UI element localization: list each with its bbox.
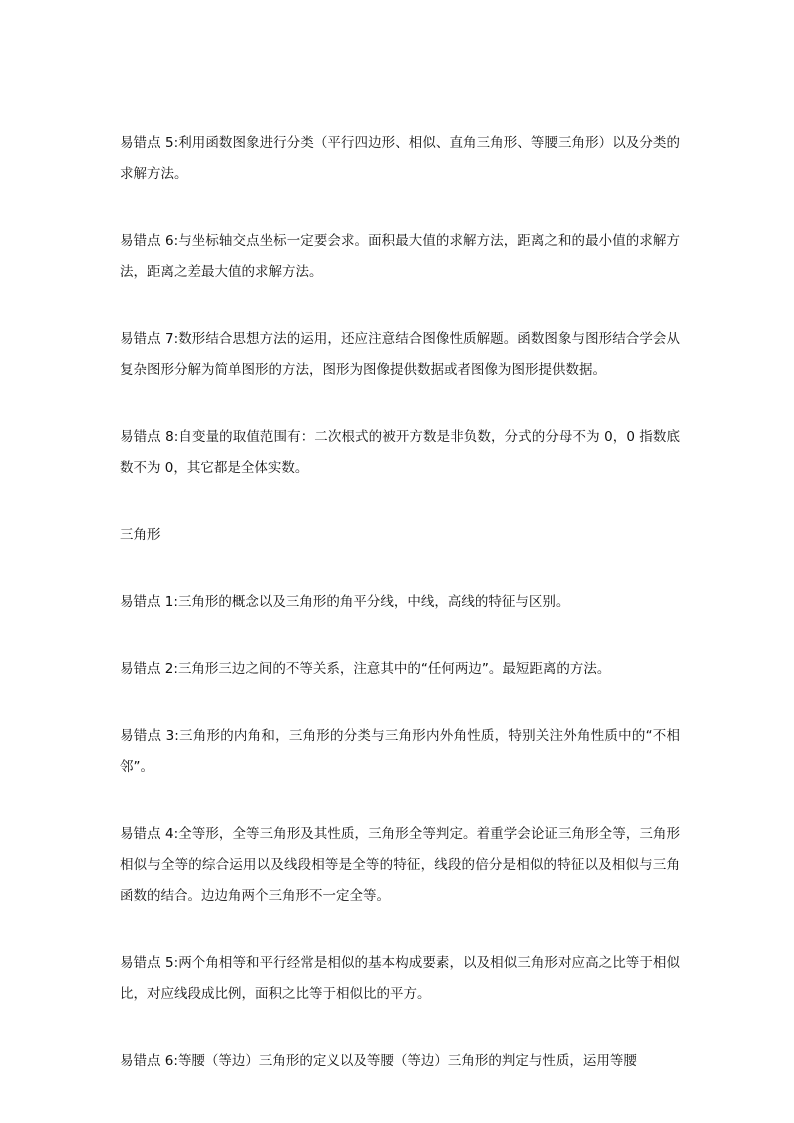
point-text: 两个角相等和平行经常是相似的基本构成要素，以及相似三角形对应高之比等于相似比，对应线段成比例，面积之比等于相似比的平方。 xyxy=(120,955,680,1002)
point-text: 利用函数图象进行分类（平行四边形、相似、直角三角形、等腰三角形）以及分类的求解方法。 xyxy=(120,135,680,182)
triangle-point-4 xyxy=(120,819,680,912)
point-label: 易错点 5: xyxy=(120,955,179,971)
document-body xyxy=(120,128,680,1077)
point-label: 易错点 4: xyxy=(120,826,179,842)
point-label: 易错点 1: xyxy=(120,594,178,610)
triangle-point-6 xyxy=(120,1046,680,1077)
function-point-5 xyxy=(120,128,680,190)
function-point-7 xyxy=(120,324,680,386)
section-title-triangle: 三角形 xyxy=(120,527,161,543)
point-text: 与坐标轴交点坐标一定要会求。面积最大值的求解方法，距离之和的最小值的求解方法，距离之差最大值的求解方法。 xyxy=(120,233,680,280)
point-label: 易错点 6: xyxy=(120,233,179,249)
triangle-point-5 xyxy=(120,948,680,1010)
point-text: 三角形的概念以及三角形的角平分线，中线，高线的特征与区别。 xyxy=(177,594,570,610)
point-text: 全等形，全等三角形及其性质，三角形全等判定。着重学会论证三角形全等，三角形相似与全等的综合运用以及线段相等是全等的特征，线段的倍分是相似的特征以及相似与三角函数的结合。边边角两个三角形不一定全等。 xyxy=(120,826,680,904)
function-point-6 xyxy=(120,226,680,288)
point-label: 易错点 3: xyxy=(120,728,179,744)
point-label: 易错点 5: xyxy=(120,135,179,151)
function-point-8 xyxy=(120,422,680,484)
point-text: 三角形三边之间的不等关系，注意其中的“任何两边”。最短距离的方法。 xyxy=(177,661,611,677)
point-label: 易错点 2: xyxy=(120,661,178,677)
point-label: 易错点 8: xyxy=(120,429,179,445)
point-label: 易错点 6: xyxy=(120,1053,178,1069)
triangle-point-3 xyxy=(120,721,680,783)
point-text: 三角形的内角和，三角形的分类与三角形内外角性质，特别关注外角性质中的“不相邻”。 xyxy=(120,728,680,775)
point-label: 易错点 7: xyxy=(120,331,179,347)
point-text: 数形结合思想方法的运用，还应注意结合图像性质解题。函数图象与图形结合学会从复杂图形分解为简单图形的方法，图形为图像提供数据或者图像为图形提供数据。 xyxy=(120,331,680,378)
point-text: 自变量的取值范围有：二次根式的被开方数是非负数，分式的分母不为 0，0 指数底数不为 0，其它都是全体实数。 xyxy=(120,429,680,476)
triangle-point-2 xyxy=(120,654,680,685)
point-text: 等腰（等边）三角形的定义以及等腰（等边）三角形的判定与性质，运用等腰 xyxy=(177,1053,637,1069)
triangle-point-1 xyxy=(120,587,680,618)
